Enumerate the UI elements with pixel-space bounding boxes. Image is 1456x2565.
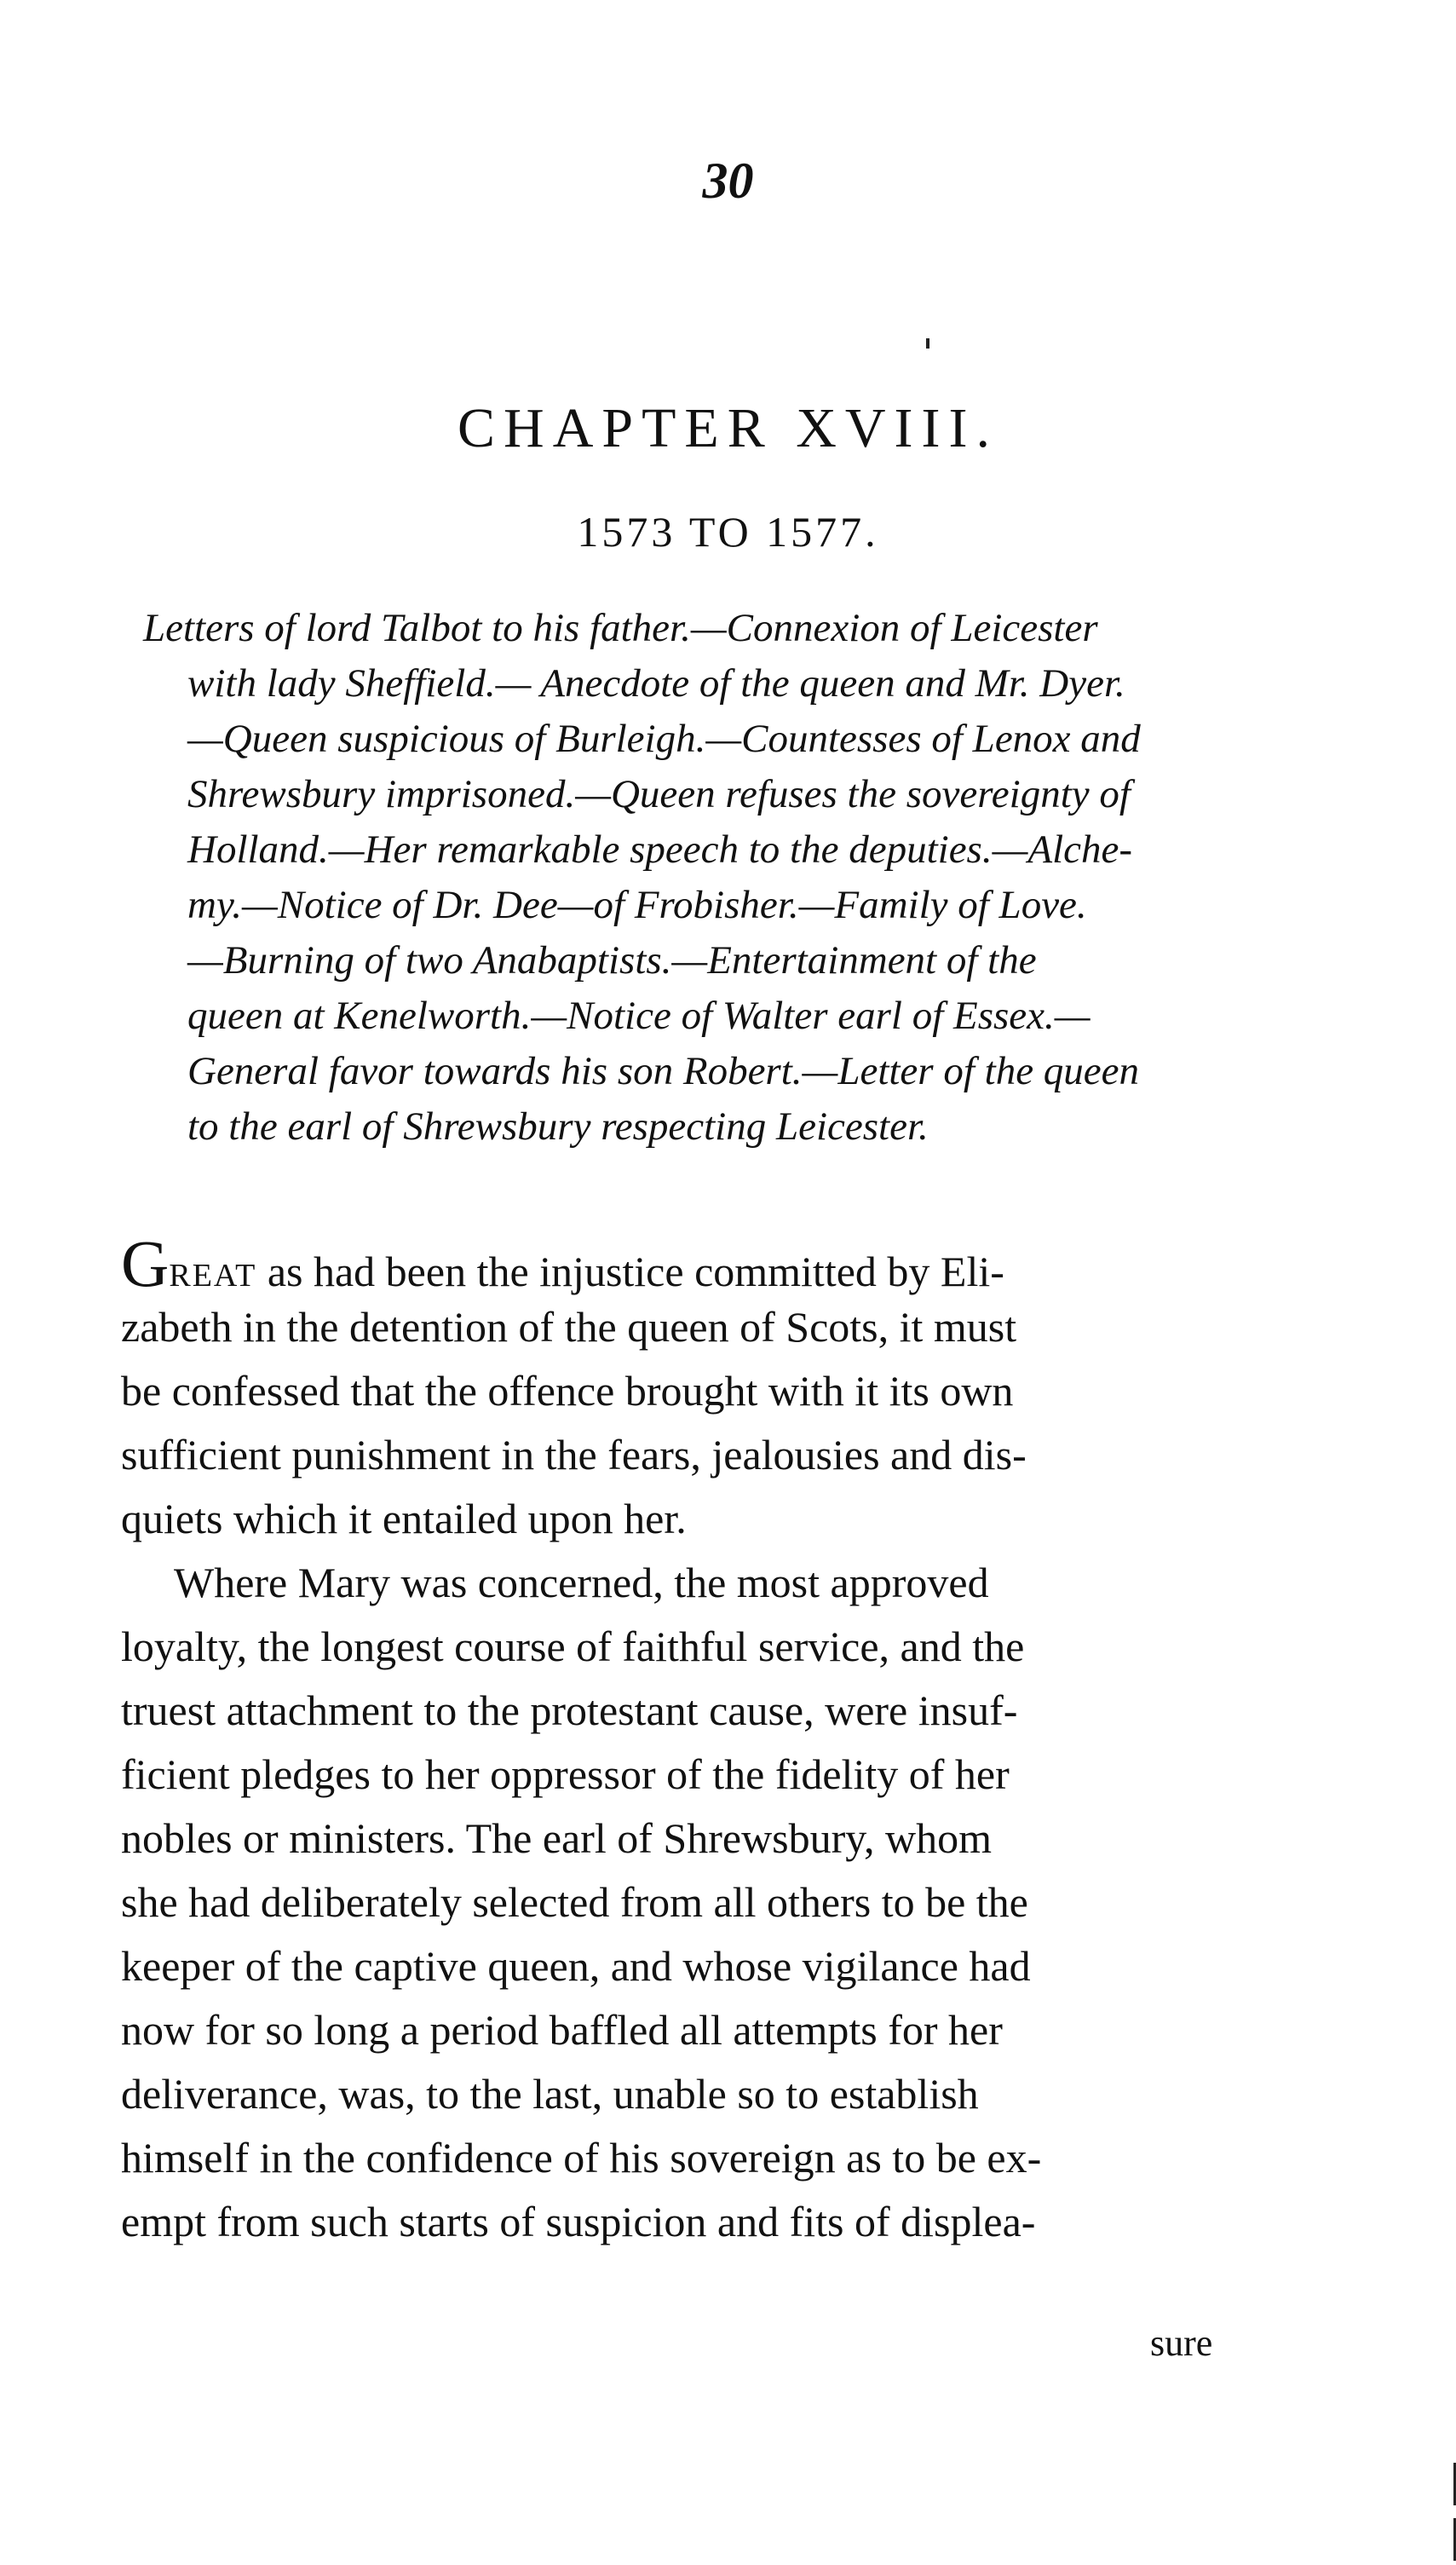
- text-line: truest attachment to the protestant cause, were insuf-: [121, 1686, 1018, 1734]
- text-line: keeper of the captive queen, and whose vigilance had: [121, 1942, 1031, 1990]
- text-line: deliverance, was, to the last, unable so to establish: [121, 2070, 979, 2118]
- chapter-date-range: 1573 TO 1577.: [577, 508, 879, 556]
- text-line: Where Mary was concerned, the most approved: [174, 1559, 989, 1606]
- synopsis-line: —Queen suspicious of Burleigh.—Countesses of Lenox and: [187, 717, 1141, 761]
- synopsis-line: with lady Sheffield.— Anecdote of the queen and Mr. Dyer.: [187, 661, 1125, 706]
- page-number: 30: [702, 153, 754, 209]
- synopsis-line: Shrewsbury imprisoned.—Queen refuses the sovereignty of: [187, 772, 1131, 816]
- text-line: nobles or ministers. The earl of Shrewsbury, whom: [121, 1814, 993, 1862]
- body-text: [121, 1226, 1314, 2254]
- synopsis-line: Holland.—Her remarkable speech to the deputies.—Alche-: [187, 827, 1133, 872]
- small-caps-opening: REAT: [169, 1258, 257, 1294]
- scan-speck: [926, 338, 929, 349]
- text-line: quiets which it entailed upon her.: [121, 1495, 687, 1542]
- synopsis-line: General favor towards his son Robert.—Letter of the queen: [187, 1049, 1140, 1093]
- text-line: now for so long a period baffled all attempts for her: [121, 2006, 1003, 2054]
- synopsis-line: —Burning of two Anabaptists.—Entertainment of the: [187, 938, 1037, 983]
- text-line: ficient pledges to her oppressor of the fidelity of her: [121, 1750, 1010, 1798]
- chapter-title: CHAPTER XVIII.: [458, 397, 998, 459]
- text-line: empt from such starts of suspicion and fits of displea-: [121, 2198, 1036, 2245]
- text-line: loyalty, the longest course of faithful service, and the: [121, 1623, 1025, 1670]
- text-line: be confessed that the offence brought with it its own: [121, 1367, 1014, 1415]
- catchword: sure: [1150, 2322, 1213, 2364]
- synopsis-line: to the earl of Shrewsbury respecting Leicester.: [187, 1104, 929, 1149]
- drop-cap: G: [121, 1226, 170, 1300]
- text-line: zabeth in the detention of the queen of Scots, it must: [121, 1303, 1017, 1351]
- synopsis-line: Letters of lord Talbot to his father.—Connexion of Leicester: [143, 606, 1098, 650]
- text-line: himself in the confidence of his sovereign as to be ex-: [121, 2134, 1042, 2182]
- chapter-synopsis: [143, 601, 1327, 1155]
- synopsis-line: my.—Notice of Dr. Dee—of Frobisher.—Family of Love.: [187, 883, 1087, 927]
- paragraph-1-first-line: [121, 1226, 1314, 1300]
- text-line: she had deliberately selected from all others to be the: [121, 1878, 1028, 1926]
- synopsis-line: queen at Kenelworth.—Notice of Walter earl of Essex.—: [187, 994, 1091, 1038]
- text-line: sufficient punishment in the fears, jealousies and dis-: [121, 1431, 1027, 1478]
- text-line: as had been the injustice committed by Eli-: [256, 1248, 1004, 1295]
